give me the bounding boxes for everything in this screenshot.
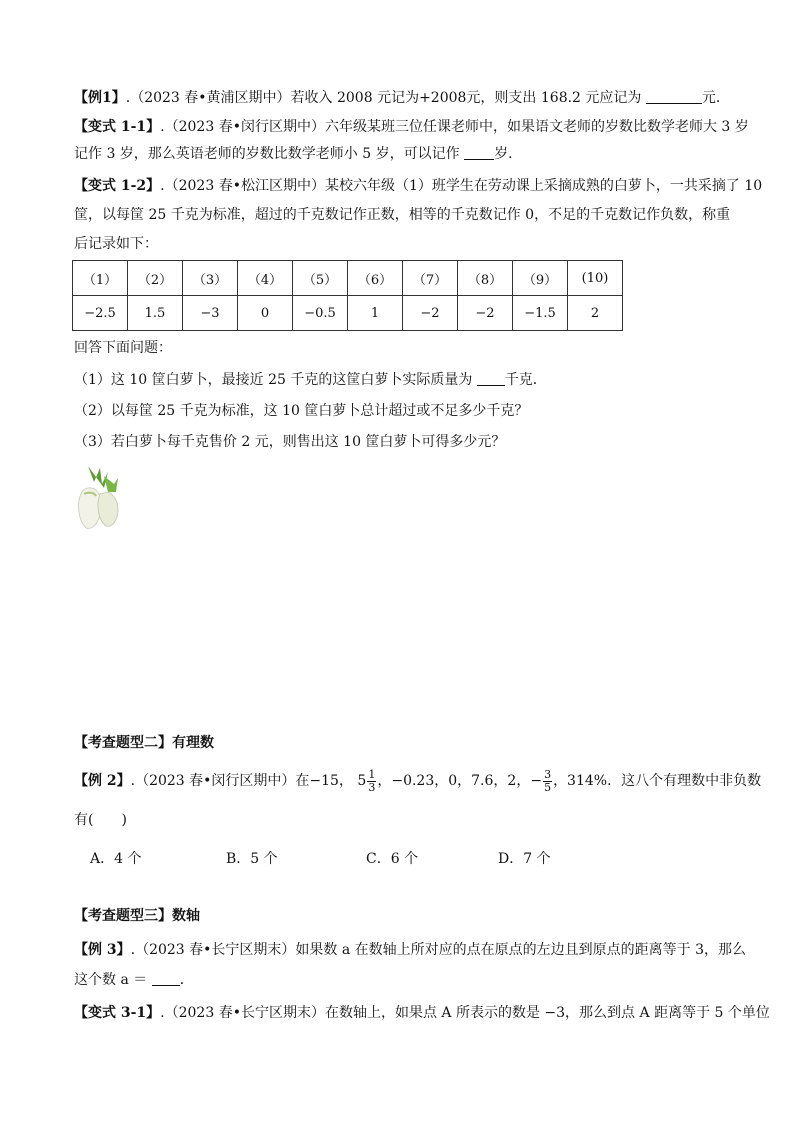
table-header-cell: （5） [293, 261, 348, 296]
table-header-cell: （3） [183, 261, 238, 296]
option-d[interactable]: D．7 个 [498, 851, 551, 867]
mixed-number-fraction [367, 769, 376, 794]
example-2-tag: 【例 2】 [74, 773, 131, 789]
example-3-line1: .（2023 春•长宁区期末）如果数 a 在数轴上所对应的点在原点的左边且到原点的距离等于 3，那么 [130, 942, 747, 958]
table-header-cell: （6） [348, 261, 403, 296]
example-2-line2: 有( ) [74, 812, 127, 828]
table-value-cell: −2 [403, 296, 458, 331]
example-3 [74, 940, 746, 960]
table-value-cell: −0.5 [293, 296, 348, 331]
variant-1-2-line2: 筐，以每筐 25 千克为标准，超过的千克数记作正数，相等的千克数记作 0，不足的千克数记作负数，称重 [74, 207, 731, 223]
answer-blank [477, 371, 505, 386]
example-2 [74, 768, 761, 794]
table-value-cell: −3 [183, 296, 238, 331]
example-3-line2: 这个数 a ＝ [74, 972, 148, 988]
example-1-text: .（2023 春•黄浦区期中）若收入 2008 元记为+2008元，则支出 168.2 元应记为 [125, 90, 642, 106]
table-header-cell: （9） [513, 261, 568, 296]
table-value-cell: −2 [458, 296, 513, 331]
table-value-cell: 0 [238, 296, 293, 331]
variant-1-2 [74, 176, 762, 196]
answer-blank [152, 971, 180, 986]
table-value-cell: 1 [348, 296, 403, 331]
question-3: （3）若白萝卜每千克售价 2 元，则售出这 10 筐白萝卜可得多少元？ [74, 434, 506, 450]
fraction-numerator: 3 [544, 767, 552, 781]
question-1-tail: 千克． [504, 372, 547, 388]
example-1-tag: 【例1】 [74, 90, 126, 106]
table-header-cell: （4） [238, 261, 293, 296]
variant-1-2-tag: 【变式 1-2】 [74, 178, 161, 194]
variant-1-1-tail: 岁． [494, 146, 523, 162]
example-2-mid: ，−0.23，0，7.6，2，− [377, 773, 543, 789]
answer-intro: 回答下面问题： [74, 340, 172, 356]
answer-blank [464, 145, 494, 160]
variant-3-1 [74, 1003, 770, 1023]
table-value-cell: −2.5 [73, 296, 128, 331]
table-header-cell: （1） [73, 261, 128, 296]
variant-1-2-line3: 后记录如下： [74, 236, 158, 252]
fraction-numerator: 1 [368, 767, 376, 781]
variant-1-2-line1: .（2023 春•松江区期中）某校六年级（1）班学生在劳动课上采摘成熟的白萝卜，一共采摘了 10 [160, 178, 763, 194]
example-2-post: ，314%．这八个有理数中非负数 [553, 773, 762, 789]
option-b[interactable]: B．5 个 [226, 851, 278, 867]
variant-3-1-line1: .（2023 春•长宁区期末）在数轴上，如果点 A 所表示的数是 −3，那么到点 A 距离等于 5 个单位 [160, 1005, 770, 1021]
table-header-row [73, 261, 623, 296]
question-1 [74, 370, 547, 390]
option-c[interactable]: C．6 个 [366, 851, 419, 867]
variant-3-1-tag: 【变式 3-1】 [74, 1005, 161, 1021]
table-header-cell: （2） [128, 261, 183, 296]
radish-image [74, 462, 126, 530]
weight-table [72, 260, 623, 331]
example-3-tag: 【例 3】 [74, 942, 131, 958]
table-value-cell: 2 [568, 296, 623, 331]
negative-fraction [543, 769, 552, 794]
example-3-tail: ． [179, 972, 194, 988]
variant-1-1-line1: .（2023 春•闵行区期中）六年级某班三位任课老师中，如果语文老师的岁数比数学老师大 3 岁 [160, 119, 749, 135]
table-header-cell: （8） [458, 261, 513, 296]
question-1-text: （1）这 10 筐白萝卜，最接近 25 千克的这筐白萝卜实际质量为 [74, 372, 473, 388]
fraction-denominator: 3 [368, 780, 376, 794]
table-value-cell: −1.5 [513, 296, 568, 331]
example-2-pre: .（2023 春•闵行区期中）在−15， [130, 773, 353, 789]
section-2-title: 【考查题型二】有理数 [74, 735, 214, 751]
table-value-row [73, 296, 623, 331]
table-header-cell: (10) [568, 261, 623, 296]
variant-1-1-cont [74, 144, 522, 164]
question-2: （2）以每筐 25 千克为标准，这 10 筐白萝卜总计超过或不足多少千克？ [74, 403, 529, 419]
option-a[interactable]: A．4 个 [90, 851, 142, 867]
example-1-tail: 元． [701, 90, 730, 106]
variant-1-1-tag: 【变式 1-1】 [74, 119, 161, 135]
answer-blank [646, 89, 702, 104]
mixed-number-whole: 5 [357, 773, 367, 789]
table-value-cell: 1.5 [128, 296, 183, 331]
fraction-denominator: 5 [544, 780, 552, 794]
variant-1-1 [74, 117, 749, 137]
example-3-cont [74, 970, 194, 990]
section-3-title: 【考查题型三】数轴 [74, 908, 200, 924]
example-1 [74, 88, 730, 108]
table-header-cell: （7） [403, 261, 458, 296]
variant-1-1-line2: 记作 3 岁，那么英语老师的岁数比数学老师小 5 岁，可以记作 [74, 146, 460, 162]
